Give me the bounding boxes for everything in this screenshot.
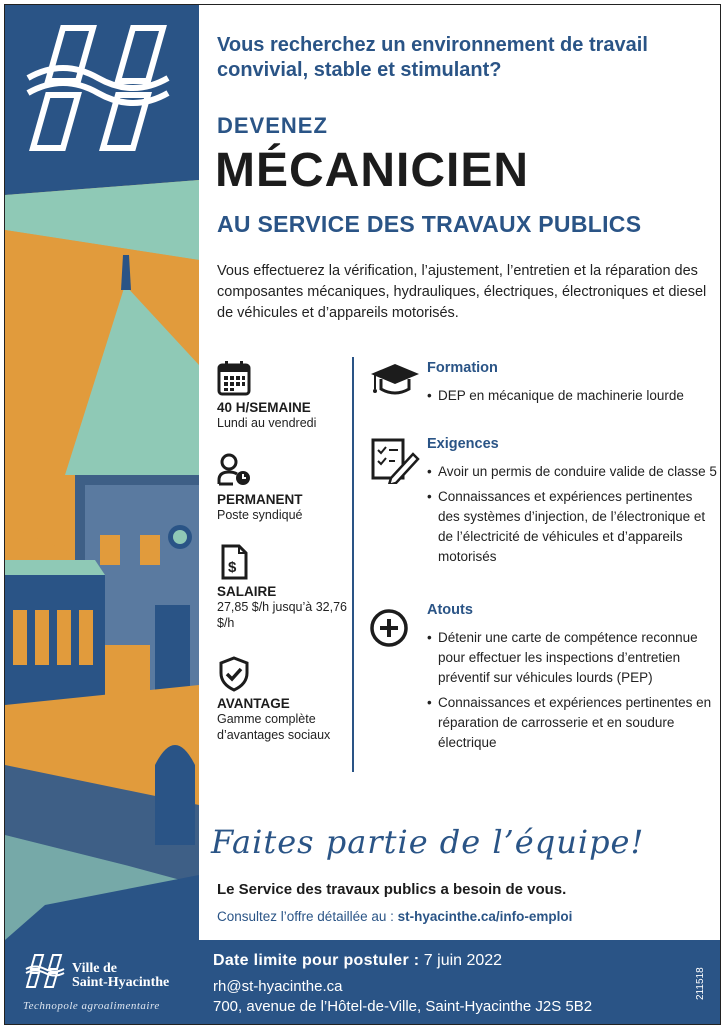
devenez-label: DEVENEZ	[217, 113, 328, 138]
city-line-2: Saint-Hyacinthe	[72, 975, 170, 990]
person-clock-icon	[217, 452, 251, 488]
job-content	[199, 5, 721, 940]
poster	[4, 4, 721, 1025]
fact-title: AVANTAGE	[217, 696, 290, 711]
checklist-pen-icon	[369, 436, 421, 484]
fact-benefits	[217, 656, 357, 743]
deadline	[213, 952, 502, 970]
consult-line	[217, 909, 572, 924]
city-line-1: Ville de	[72, 961, 117, 976]
job-title: MÉCANICIEN	[215, 144, 530, 197]
list-item: • Connaissances et expériences pertinentes des systèmes d’injection, de l’électronique et de l’électricité de véhicules et d’appareils motorisés	[427, 487, 717, 567]
contact-address: 700, avenue de l’Hôtel-de-Ville, Saint-Hyacinthe J2S 5B2	[213, 998, 593, 1015]
list-item: • Avoir un permis de conduire valide de classe 5	[427, 462, 717, 482]
fact-status	[217, 452, 357, 523]
job-link[interactable]: st-hyacinthe.ca/info-emploi	[397, 909, 573, 924]
shield-check-icon	[217, 656, 251, 692]
city-logo-icon	[23, 23, 173, 153]
job-description: Vous effectuerez la vérification, l’ajustement, l’entretien et la réparation des composantes mécaniques, hydrauliques, électriques, électroniques et diesel de véhicules et d’appareils motorisés.	[217, 263, 707, 321]
intro-text: Vous recherchez un environnement de travail convivial, stable et stimulant?	[217, 34, 648, 81]
city-logo-small-icon	[25, 954, 65, 988]
calendar-icon	[217, 360, 251, 396]
fact-hours	[217, 360, 357, 431]
job-subtitle: AU SERVICE DES TRAVAUX PUBLICS	[217, 211, 642, 237]
list-item: • DEP en mécanique de machinerie lourde	[427, 386, 717, 406]
fact-sub: Gamme complète d’avantages sociaux	[217, 712, 331, 742]
section-title: Formation	[427, 360, 498, 376]
deadline-date: 7 juin 2022	[419, 952, 503, 969]
city-tagline: Technopole agroalimentaire	[23, 1000, 160, 1012]
salary-document-icon	[217, 544, 251, 580]
city-name	[72, 962, 169, 990]
fact-title: SALAIRE	[217, 584, 277, 599]
atouts-list	[427, 628, 717, 758]
contact-email[interactable]: rh@st-hyacinthe.ca	[213, 978, 343, 995]
consult-prefix: Consultez l’offre détaillée au :	[217, 909, 398, 924]
exigences-list	[427, 462, 717, 572]
fact-title: 40 H/SEMAINE	[217, 400, 311, 415]
list-item: • Détenir une carte de compétence reconnue pour effectuer les inspections d’entretien préventif sur véhicules lourds (PEP)	[427, 628, 717, 688]
ad-code: 211518	[695, 967, 706, 1000]
fact-title: PERMANENT	[217, 492, 303, 507]
plus-circle-icon	[369, 602, 421, 650]
slogan: Faites partie de l’équipe!	[211, 823, 645, 861]
graduation-cap-icon	[369, 360, 421, 408]
fact-salary	[217, 544, 357, 631]
footer-band	[5, 940, 721, 1025]
list-item: • Connaissances et expériences pertinentes en réparation de carrosserie et en soudure électrique	[427, 693, 717, 753]
fact-sub: Poste syndiqué	[217, 508, 303, 522]
column-divider	[352, 357, 354, 772]
section-title: Atouts	[427, 602, 473, 618]
deadline-label: Date limite pour postuler :	[213, 952, 420, 969]
formation-list	[427, 386, 717, 411]
fact-sub: Lundi au vendredi	[217, 416, 317, 430]
need-statement: Le Service des travaux publics a besoin de vous.	[217, 881, 567, 898]
svg-text:$: $	[228, 559, 237, 576]
section-title: Exigences	[427, 436, 499, 452]
fact-sub: 27,85 $/h jusqu’à 32,76 $/h	[217, 600, 347, 630]
